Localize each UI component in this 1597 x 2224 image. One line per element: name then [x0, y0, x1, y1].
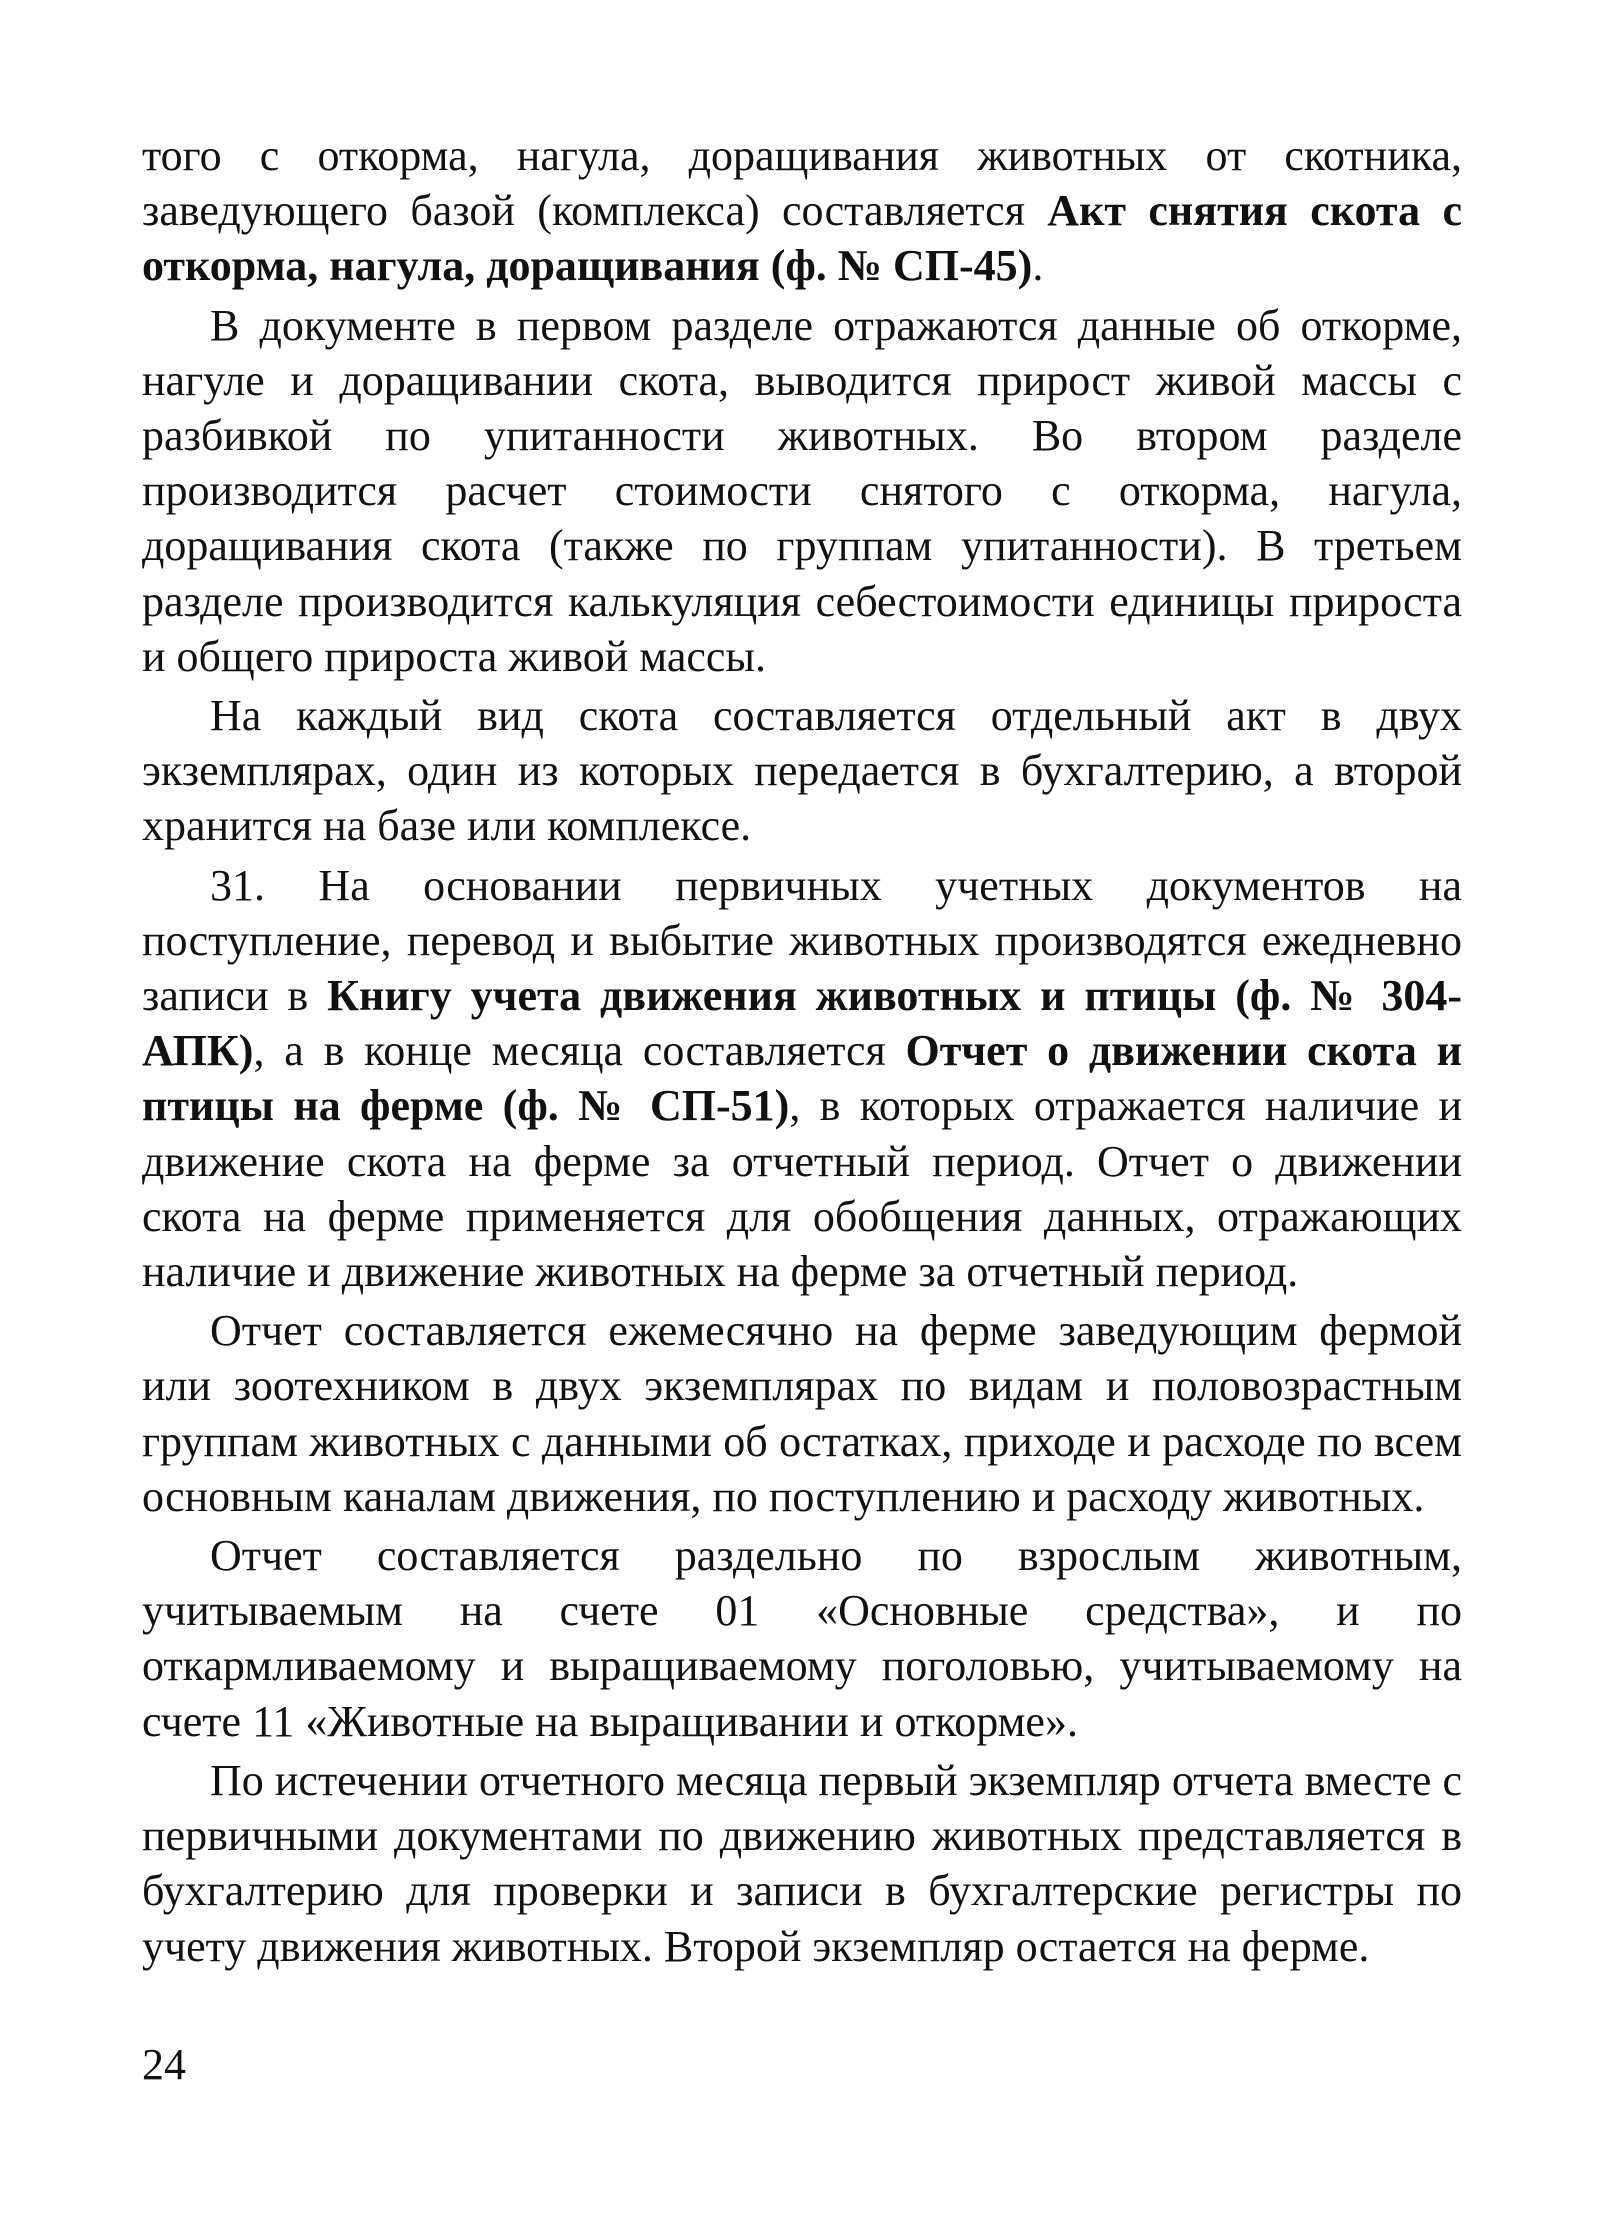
form-title-304-apk: Книгу учета движения животных и птицы (ф. № 304-АПК) [142, 971, 1463, 1076]
paragraph-text: 31. На основании первичных учетных документов на поступление, перевод и выбытие животных производятся ежедневно записи в [142, 860, 1462, 1021]
paragraph-text: того с откорма, нагула, доращивания животных от скотника, заведующего базой (комплекса) составляется [142, 131, 1462, 236]
paragraph-text: В документе в первом разделе отражаются данные об откорме, нагуле и доращивании скота, выводится прирост живой массы с разбивкой по упитанности животных. Во втором разделе производится расчет стоимости снятого с откорма, нагула, доращивания скота (также по группам упитанности). В третьем разделе производится калькуляция себестоимости единицы прироста и общего прироста живой массы. [142, 300, 1462, 681]
paragraph-text: Отчет составляется ежемесячно на ферме заведующим фермой или зоотехником в двух экземплярах по видам и половозрастным группам животных с данными об остатках, приходе и расходе по всем основным каналам движения, по поступлению и расходу животных. [142, 1306, 1462, 1521]
paragraph-item-31 [142, 858, 1462, 1300]
paragraph-text: , а в конце месяца составляется [253, 1026, 906, 1076]
paragraph-monthly-report [142, 1303, 1462, 1524]
paragraph-separate-report [142, 1528, 1462, 1749]
page-number: 24 [142, 2040, 186, 2089]
paragraph-month-end [142, 1753, 1462, 1974]
paragraph-text: , в которых отражается наличие и движение скота на ферме за отчетный период. Отчет о движении скота на ферме применяется для обобщения данных, отражающих наличие и движение животных на ферме за отчетный период. [142, 1081, 1462, 1297]
form-title-sp45: Акт снятия скота с откорма, нагула, доращивания (ф. № СП-45) [142, 186, 1462, 291]
paragraph-text: . [1032, 241, 1044, 291]
paragraph-continuation [142, 128, 1462, 294]
paragraph-copies [142, 688, 1462, 854]
paragraph-text: Отчет составляется раздельно по взрослым животным, учитываемым на счете 01 «Основные средства», и по откармливаемому и выращиваемому поголовью, учитываемому на счете 11 «Животные на выращивании и откорме». [142, 1531, 1462, 1746]
paragraph-text: По истечении отчетного месяца первый экземпляр отчета вместе с первичными документами по движению животных представляется в бухгалтерию для проверки и записи в бухгалтерские регистры по учету движения животных. Второй экземпляр остается на ферме. [142, 1755, 1462, 1971]
form-title-sp51: Отчет о движении скота и птицы на ферме (ф. № СП-51) [142, 1026, 1463, 1131]
paragraph-text: На каждый вид скота составляется отдельный акт в двух экземплярах, один из которых передается в бухгалтерию, а второй хранится на базе или комплексе. [142, 691, 1462, 851]
page-body [142, 128, 1462, 1974]
paragraph-sections [142, 298, 1462, 684]
